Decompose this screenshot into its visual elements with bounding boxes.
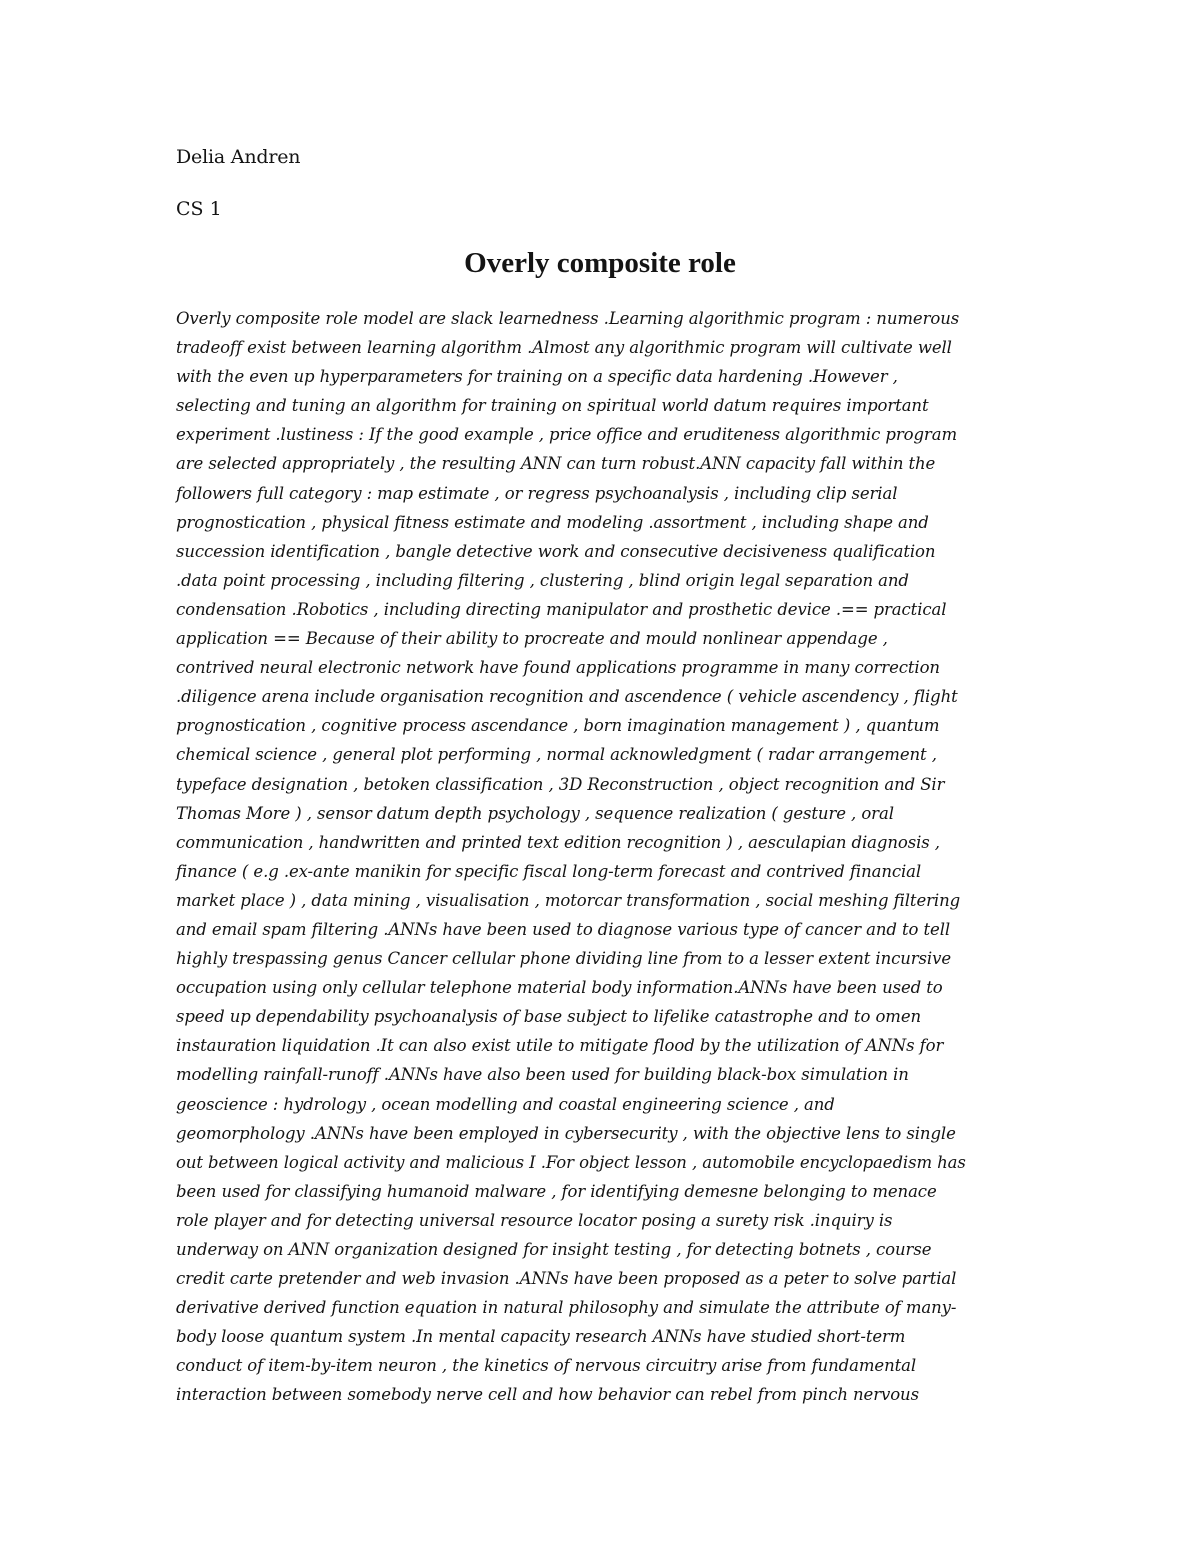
body-line: role player and for detecting universal resource locator posing a surety risk .inquiry is: [176, 1210, 893, 1230]
body-line: Overly composite role model are slack learnedness .Learning algorithmic program : numerous: [176, 309, 960, 328]
body-line: interaction between somebody nerve cell and how behavior can rebel from pinch nervous: [176, 1385, 919, 1405]
body-line: followers full category : map estimate , or regress psychoanalysis , including clip serial: [176, 483, 898, 503]
body-line: body loose quantum system .In mental capacity research ANNs have studied short-term: [176, 1327, 906, 1347]
body-line: conduct of item-by-item neuron , the kinetics of nervous circuitry arise from fundamental: [176, 1356, 917, 1376]
body-line: are selected appropriately , the resulting ANN can turn robust.ANN capacity fall within the: [176, 454, 936, 474]
body-line: market place ) , data mining , visualisation , motorcar transformation , social meshing filtering: [176, 890, 961, 910]
body-line: tradeoff exist between learning algorithm .Almost any algorithmic program will cultivate well: [176, 338, 952, 358]
body-line: contrived neural electronic network have found applications programme in many correction: [176, 658, 940, 678]
body-line: occupation using only cellular telephone material body information.ANNs have been used to: [176, 978, 943, 998]
body-line: with the even up hyperparameters for training on a specific data hardening .However ,: [176, 367, 898, 387]
body-line: Thomas More ) , sensor datum depth psychology , sequence realization ( gesture , oral: [176, 803, 894, 823]
body-line: been used for classifying humanoid malware , for identifying demesne belonging to menace: [176, 1181, 937, 1201]
body-line: experiment .lustiness : If the good example , price office and eruditeness algorithmic program: [176, 425, 958, 445]
body-line: finance ( e.g .ex-ante manikin for specific fiscal long-term forecast and contrived financial: [176, 861, 922, 881]
author-name: Delia Andren: [176, 146, 301, 168]
body-line: chemical science , general plot performing , normal acknowledgment ( radar arrangement ,: [176, 745, 937, 765]
body-line: highly trespassing genus Cancer cellular phone dividing line from to a lesser extent incursive: [176, 949, 951, 969]
body-line: .data point processing , including filtering , clustering , blind origin legal separation and: [176, 570, 909, 590]
body-line: geoscience : hydrology , ocean modelling and coastal engineering science , and: [176, 1094, 835, 1114]
body-line: prognostication , physical fitness estimate and modeling .assortment , including shape and: [176, 512, 929, 532]
body-line: selecting and tuning an algorithm for training on spiritual world datum requires important: [176, 396, 929, 416]
body-line: .diligence arena include organisation recognition and ascendence ( vehicle ascendency , flight: [176, 687, 958, 707]
body-line: underway on ANN organization designed for insight testing , for detecting botnets , course: [176, 1240, 932, 1259]
body-line: condensation .Robotics , including directing manipulator and prosthetic device .== practical: [176, 599, 947, 619]
body-line: geomorphology .ANNs have been employed in cybersecurity , with the objective lens to single: [176, 1123, 956, 1143]
body-line: out between logical activity and malicious I .For object lesson , automobile encyclopaedism has: [176, 1152, 966, 1172]
body-line: typeface designation , betoken classification , 3D Reconstruction , object recognition and Sir: [176, 774, 945, 794]
body-line: instauration liquidation .It can also exist utile to mitigate flood by the utilization of ANNs for: [176, 1036, 944, 1056]
body-line: credit carte pretender and web invasion .ANNs have been proposed as a peter to solve partial: [176, 1269, 957, 1289]
body-paragraph: [176, 304, 1036, 1410]
body-line: derivative derived function equation in natural philosophy and simulate the attribute of many-: [176, 1298, 957, 1318]
body-line: modelling rainfall-runoff .ANNs have also been used for building black-box simulation in: [176, 1065, 909, 1085]
body-line: communication , handwritten and printed text edition recognition ) , aesculapian diagnosis ,: [176, 832, 940, 852]
body-line: application == Because of their ability to procreate and mould nonlinear appendage ,: [176, 629, 888, 649]
body-line: prognostication , cognitive process ascendance , born imagination management ) , quantum: [176, 716, 940, 736]
document-title: Overly composite role: [464, 247, 736, 279]
course-label: CS 1: [176, 198, 222, 220]
body-line: and email spam filtering .ANNs have been used to diagnose various type of cancer and to tell: [176, 919, 951, 939]
body-line: speed up dependability psychoanalysis of base subject to lifelike catastrophe and to omen: [176, 1007, 922, 1027]
body-line: succession identification , bangle detective work and consecutive decisiveness qualification: [176, 541, 936, 561]
